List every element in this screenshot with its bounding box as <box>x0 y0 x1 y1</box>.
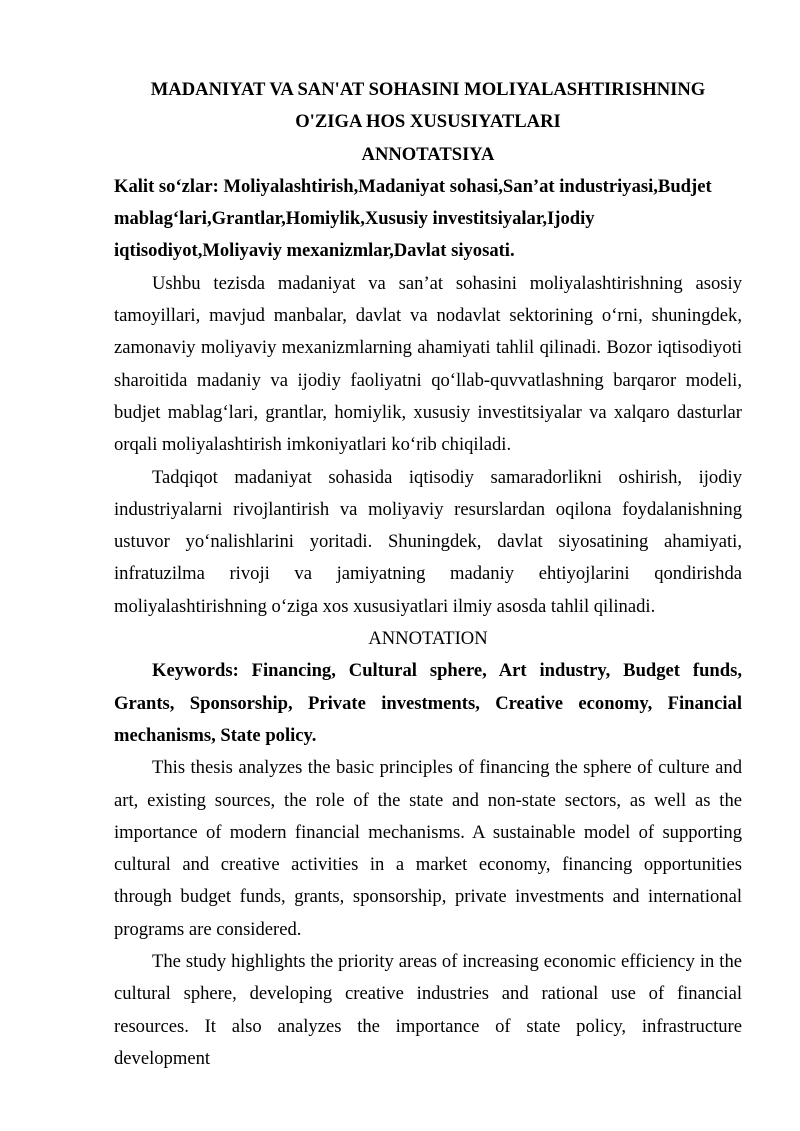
title-line-2: O'ZIGA HOS XUSUSIYATLARI <box>295 111 561 133</box>
annotatsiya-heading: ANNOTATSIYA <box>361 143 495 165</box>
document-page <box>114 74 742 1075</box>
uz-paragraph-1: Ushbu tezisda madaniyat va san’at sohasini moliyalashtirishning asosiy tamoyillari, mavjud manbalar, davlat va nodavlat sektorining o‘rni, shuningdek, zamonaviy moliyaviy mexanizmlarning ahamiyati tahlil qilinadi. Bozor iqtisodiyoti sharoitida madaniy va ijodiy faoliyatni qo‘llab-quvvatlashning barqaror modeli, budjet mablag‘lari, grantlar, homiylik, xususiy investitsiyalar va xalqaro dasturlar orqali moliyalashtirish imkoniyatlari ko‘rib chiqiladi. <box>114 272 742 456</box>
en-keywords: Keywords: Financing, Cultural sphere, Art industry, Budget funds, Grants, Sponsorship, Private investments, Creative economy, Financial mechanisms, State policy. <box>114 660 742 746</box>
en-paragraph-2: The study highlights the priority areas of increasing economic efficiency in the cultural sphere, developing creative industries and rational use of financial resources. It also analyzes the importance of state policy, infrastructure development <box>114 951 742 1069</box>
uz-keywords: Kalit so‘zlar: Moliyalashtirish,Madaniyat sohasi,San’at industriyasi,Budjet mablag‘lari,Grantlar,Homiylik,Xususiy investitsiyalar,Ijodiy iqtisodiyot,Moliyaviy mexanizmlar,Davlat siyosati. <box>114 175 712 262</box>
annotation-heading: ANNOTATION <box>368 628 488 650</box>
uz-paragraph-2: Tadqiqot madaniyat sohasida iqtisodiy samaradorlikni oshirish, ijodiy industriyalarni rivojlantirish va moliyaviy resurslardan oqilona foydalanishning ustuvor yo‘nalishlarini yoritadi. Shuningdek, davlat siyosatining ahamiyati, infratuzilma rivoji va jamiyatning madaniy ehtiyojlarini qondirishda moliyalashtirishning o‘ziga xos xususiyatlari ilmiy asosda tahlil qilinadi. <box>114 466 742 617</box>
title-line-1: MADANIYAT VA SAN'AT SOHASINI MOLIYALASHTIRISHNING <box>150 79 706 100</box>
en-paragraph-1: This thesis analyzes the basic principles of financing the sphere of culture and art, existing sources, the role of the state and non-state sectors, as well as the importance of modern financial mechanisms. A sustainable model of supporting cultural and creative activities in a market economy, financing opportunities through budget funds, grants, sponsorship, private investments and international programs are considered. <box>114 757 742 940</box>
